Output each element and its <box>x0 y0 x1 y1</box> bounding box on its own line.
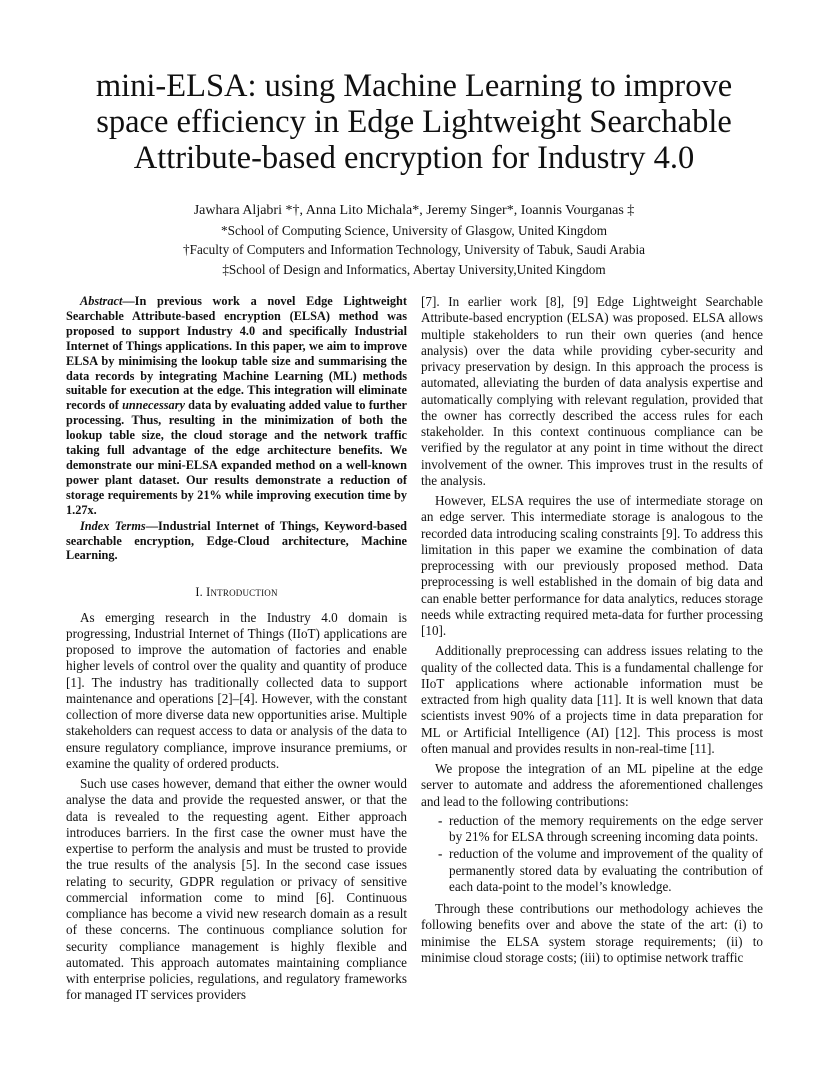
body-paragraph: Such use cases however, demand that either the owner would analyse the data and provide the requested answer, or that the data is revealed to the requesting agent. Either approach introduces barriers. In the first case the owner must have the expertise to perform the analysis and must be trusted to provide the true results of the analysis [5]. In the second case issues relating to security, GDPR regulation or privacy of sensitive commercial information come to mind [6]. Continuous compliance has become a vivid new research domain as a result of these concerns. The continuous compliance solution for security compliance management is highly flexible and automated. This approach automates maintaining compliance with enterprise policies, regulations, and regulatory frameworks for managed IT services providers <box>66 776 407 1003</box>
left-column <box>66 294 407 1004</box>
body-paragraph: Through these contributions our methodology achieves the following benefits over and above the state of the art: (i) to minimise the ELSA system storage requirements; (ii) to minimise cloud storage costs; (iii) to optimise network traffic <box>421 901 763 965</box>
index-terms-label: Index Terms <box>80 518 146 533</box>
affiliation: *School of Computing Science, University of Glasgow, United Kingdom <box>221 222 607 238</box>
contribution-list <box>421 813 763 895</box>
title-line: mini-ELSA: using Machine Learning to improve <box>95 68 733 104</box>
body-paragraph: However, ELSA requires the use of intermediate storage on an edge server. This intermediate storage is analogous to the recorded data introducing scaling constraints [9]. To address this limitation in this paper we examine the combination of data preprocessing with our previously proposed method. Data preprocessing is well established in the domain of big data and can enable better performance for data analytics, reduces storage needs while extracting required meta-data for further processing [10]. <box>421 493 763 638</box>
right-column <box>421 294 763 966</box>
body-paragraph: We propose the integration of an ML pipeline at the edge server to automate and address the aforementioned challenges and lead to the following contributions: <box>421 761 763 809</box>
abstract <box>66 294 407 518</box>
abstract-text: —In previous work a novel Edge Lightweight Searchable Attribute-based encryption (ELSA) method was proposed to support Industry 4.0 and specifically Industrial Internet of Things applications. In this paper, we aim to improve ELSA by minimising the lookup table size and summarising the data records by integrating Machine Learning (ML) methods suitable for execution at the edge. This integration will eliminate records of <box>66 294 407 413</box>
index-terms-text: —Industrial Internet of Things, Keyword-based searchable encryption, Edge-Cloud architecture, Machine Learning. <box>66 518 407 563</box>
body-paragraph: As emerging research in the Industry 4.0 domain is progressing, Industrial Internet of Things (IIoT) applications are proposed to improve the automation of factories and enable higher levels of control over the quality and quantity of produce [1]. The industry has traditionally collected data to support maintenance and operations [2]–[4]. However, with the constant collection of more diverse data new opportunities arise. Multiple stakeholders can request access to data or analysis of the data to ensure regulatory compliance, improve insurance premiums, or examine the quality of ordered products. <box>66 609 407 771</box>
body-paragraph: Additionally preprocessing can address issues relating to the quality of the collected data. This is a fundamental challenge for IIoT applications where actionable information must be extracted from high quality data [11]. It is well known that data scientists invest 90% of a projects time in data preparation for ML or Artificial Intelligence (AI) [12]. This process is most often manual and provides results in non-real-time [11]. <box>421 643 763 756</box>
body-paragraph: [7]. In earlier work [8], [9] Edge Lightweight Searchable Attribute-based encryption (ELSA) was proposed. ELSA allows multiple stakeholders to run their own queries (and hence analysis) over the data while providing cyber-security and privacy preservation by design. In this approach the process is automated, alleviating the burden of data analysis expertise and automatically complying with relevant regulation, provided that the owner has correctly described the access rules for each stakeholder. In this context continuous compliance can be verified by the regulator at any point in time without the direct involvement of the owner. This improves trust in the results of the analysis. <box>421 294 763 488</box>
paper-title <box>60 68 768 176</box>
section-title: Introduction <box>206 585 278 600</box>
index-terms <box>66 519 407 564</box>
abstract-emphasis: unnecessary <box>122 398 185 413</box>
abstract-label: Abstract <box>80 294 123 308</box>
list-item: - reduction of the volume and improvement of the quality of permanently stored data by evaluating the contribution of each data-point to the model’s knowledge. <box>449 846 763 895</box>
author-block <box>60 201 768 279</box>
title-line: Attribute-based encryption for Industry 4.0 <box>133 140 695 176</box>
affiliation: ‡School of Design and Informatics, Abertay University,United Kingdom <box>222 261 606 277</box>
abstract-text: data by evaluating added value to further processing. Thus, resulting in the minimization of both the lookup table size, the cloud storage and the network traffic taking full advantage of the edge architecture benefits. We demonstrate our mini-ELSA expanded method on a well-known power plant dataset. Our results demonstrate a reduction of storage requirements by 21% while improving execution time by 1.27x. <box>66 398 407 517</box>
affiliation: †Faculty of Computers and Information Technology, University of Tabuk, Saudi Arabia <box>183 242 645 257</box>
section-heading <box>66 584 407 600</box>
list-item: - reduction of the memory requirements on the edge server by 21% for ELSA through screening incoming data points. <box>449 813 763 846</box>
author-list: Jawhara Aljabri *†, Anna Lito Michala*, Jeremy Singer*, Ioannis Vourganas ‡ <box>193 203 635 218</box>
title-line: space efficiency in Edge Lightweight Searchable <box>96 104 732 140</box>
section-number: I. <box>195 585 203 600</box>
